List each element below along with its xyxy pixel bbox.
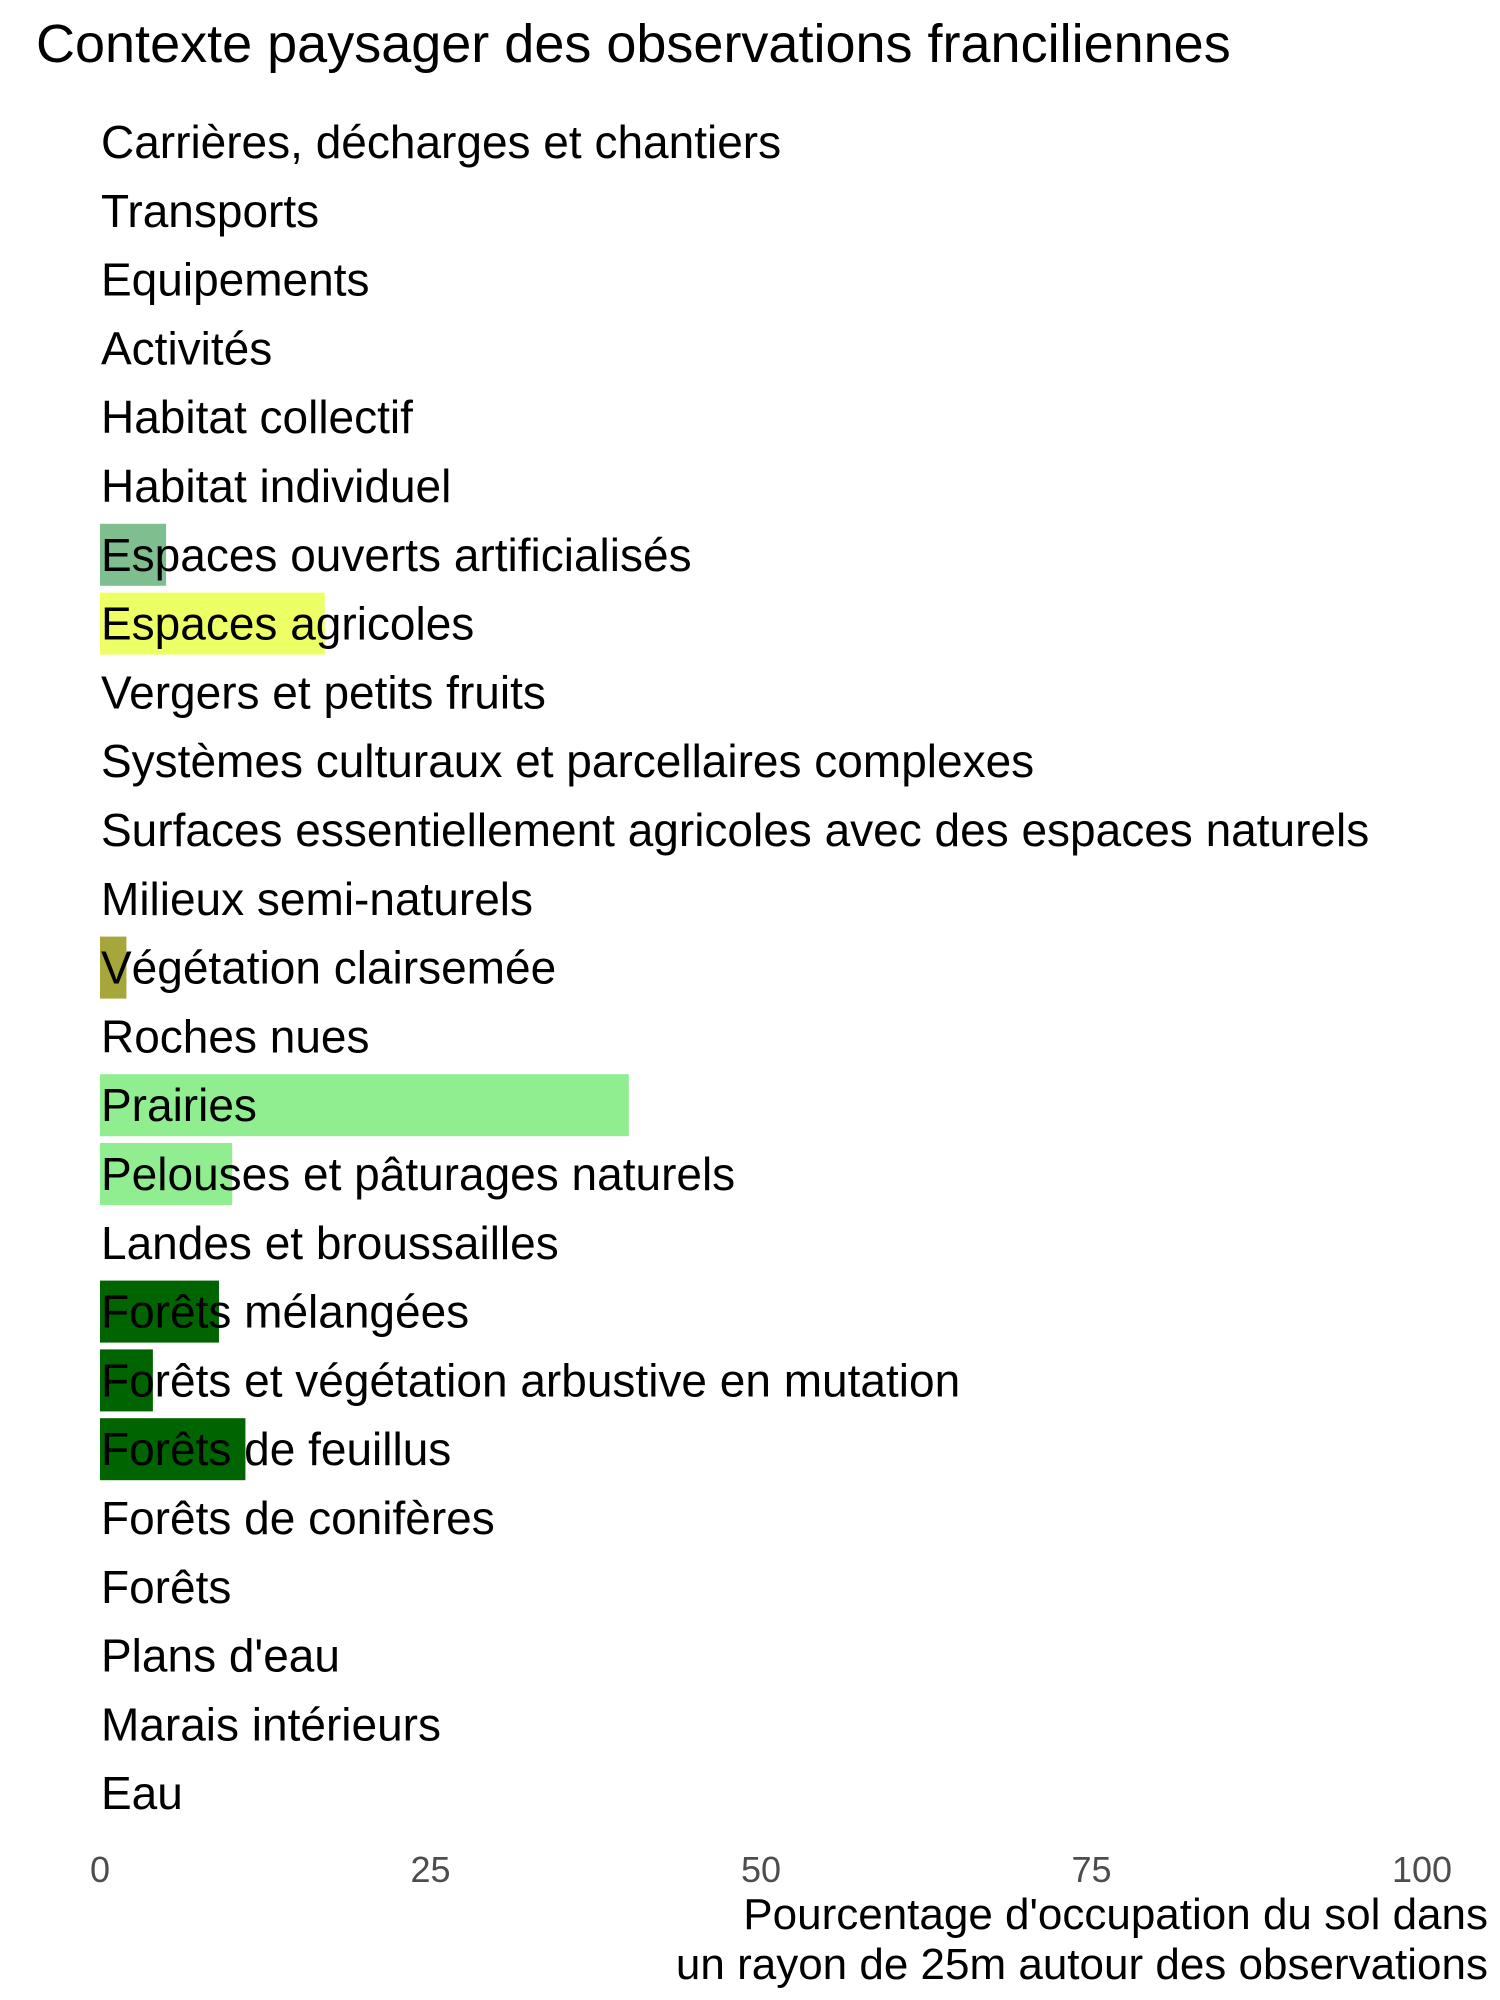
category-label: Forêts de feuillus (101, 1423, 452, 1476)
category-label: Landes et broussailles (101, 1216, 559, 1269)
category-label: Eau (101, 1767, 183, 1820)
category-label: Carrières, décharges et chantiers (101, 116, 782, 168)
x-axis-ticks (90, 1849, 1452, 1890)
category-label: Forêts (101, 1560, 232, 1613)
category-label: Vergers et petits fruits (101, 666, 546, 719)
category-label: Plans d'eau (101, 1629, 340, 1682)
category-label: Equipements (101, 253, 370, 306)
category-label: Transports (101, 184, 320, 237)
x-tick-label: 75 (1071, 1849, 1112, 1890)
category-label: Habitat individuel (101, 460, 452, 512)
category-label: Espaces ouverts artificialisés (101, 528, 692, 581)
category-label: Habitat collectif (101, 391, 413, 444)
category-label: Pelouses et pâturages naturels (101, 1148, 736, 1200)
chart-title: Contexte paysager des observations franciliennes (36, 14, 1231, 74)
category-labels (101, 116, 1369, 1819)
x-tick-label: 25 (410, 1849, 451, 1890)
category-label: Forêts et végétation arbustive en mutation (101, 1354, 961, 1407)
x-axis-title-line-1: Pourcentage d'occupation du sol dans (743, 1890, 1488, 1939)
category-label: Forêts de conifères (101, 1492, 495, 1544)
x-axis-title-line-2: un rayon de 25m autour des observations (675, 1940, 1488, 1989)
category-label: Activités (101, 322, 273, 375)
category-label: Forêts mélangées (101, 1285, 470, 1338)
x-tick-label: 50 (740, 1849, 782, 1890)
category-label: Végétation clairsemée (101, 941, 557, 994)
category-label: Systèmes culturaux et parcellaires complexes (101, 735, 1035, 788)
category-label: Prairies (101, 1079, 257, 1132)
category-label: Milieux semi-naturels (101, 872, 534, 925)
x-tick-label: 100 (1391, 1849, 1453, 1890)
category-label: Surfaces essentiellement agricoles avec des espaces naturels (101, 804, 1370, 856)
category-label: Marais intérieurs (101, 1698, 441, 1751)
category-label: Roches nues (101, 1010, 370, 1063)
x-tick-label: 0 (89, 1849, 111, 1890)
category-label: Espaces agricoles (101, 597, 475, 650)
